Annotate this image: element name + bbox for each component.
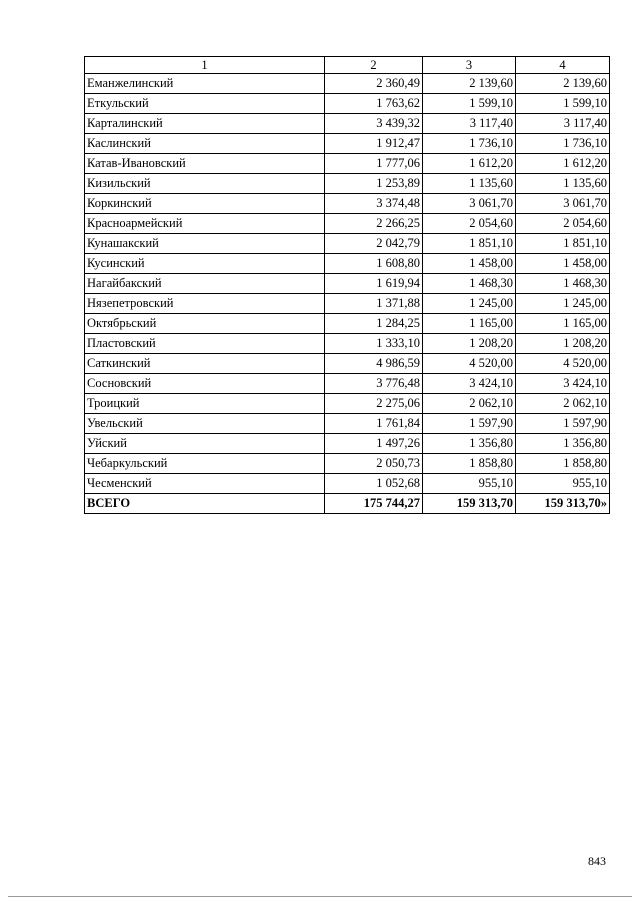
district-name-cell: Чесменский [85,474,325,494]
total-value-col4: 159 313,70» [516,494,610,514]
district-name-cell: Красноармейский [85,214,325,234]
value-cell-col2: 1 761,84 [325,414,423,434]
table-row [85,374,610,394]
table-row [85,154,610,174]
value-cell-col2: 1 763,62 [325,94,423,114]
value-cell-col4: 3 424,10 [516,374,610,394]
value-cell-col2: 3 374,48 [325,194,423,214]
total-label: ВСЕГО [85,494,325,514]
value-cell-col4: 1 858,80 [516,454,610,474]
value-cell-col2: 1 052,68 [325,474,423,494]
value-cell-col3: 3 061,70 [423,194,516,214]
value-cell-col2: 1 497,26 [325,434,423,454]
value-cell-col4: 955,10 [516,474,610,494]
value-cell-col3: 3 117,40 [423,114,516,134]
value-cell-col3: 1 851,10 [423,234,516,254]
value-cell-col2: 1 912,47 [325,134,423,154]
budget-table [84,56,610,514]
table-header-row [85,57,610,74]
district-name-cell: Еткульский [85,94,325,114]
table-row [85,314,610,334]
table-row [85,354,610,374]
value-cell-col4: 1 208,20 [516,334,610,354]
district-name-cell: Нязепетровский [85,294,325,314]
value-cell-col3: 1 458,00 [423,254,516,274]
value-cell-col2: 2 042,79 [325,234,423,254]
value-cell-col3: 1 165,00 [423,314,516,334]
value-cell-col2: 4 986,59 [325,354,423,374]
district-name-cell: Коркинский [85,194,325,214]
table-row [85,94,610,114]
value-cell-col2: 3 439,32 [325,114,423,134]
value-cell-col3: 1 858,80 [423,454,516,474]
value-cell-col2: 2 266,25 [325,214,423,234]
table-row [85,334,610,354]
table-row [85,254,610,274]
value-cell-col2: 1 371,88 [325,294,423,314]
value-cell-col2: 1 619,94 [325,274,423,294]
value-cell-col4: 1 851,10 [516,234,610,254]
table-row [85,74,610,94]
table-row [85,434,610,454]
value-cell-col2: 1 333,10 [325,334,423,354]
district-name-cell: Каслинский [85,134,325,154]
district-name-cell: Саткинский [85,354,325,374]
value-cell-col4: 1 245,00 [516,294,610,314]
value-cell-col3: 3 424,10 [423,374,516,394]
table-row [85,474,610,494]
table-row [85,114,610,134]
value-cell-col3: 1 597,90 [423,414,516,434]
value-cell-col4: 2 062,10 [516,394,610,414]
district-name-cell: Октябрьский [85,314,325,334]
page-number: 843 [588,854,606,868]
value-cell-col4: 1 468,30 [516,274,610,294]
bottom-divider [8,896,632,897]
value-cell-col4: 1 597,90 [516,414,610,434]
total-value-col3: 159 313,70 [423,494,516,514]
value-cell-col3: 1 356,80 [423,434,516,454]
total-row [85,494,610,514]
column-header-4: 4 [516,57,610,74]
value-cell-col2: 1 253,89 [325,174,423,194]
value-cell-col4: 1 356,80 [516,434,610,454]
district-name-cell: Катав-Ивановский [85,154,325,174]
value-cell-col2: 2 360,49 [325,74,423,94]
district-name-cell: Увельский [85,414,325,434]
table-row [85,194,610,214]
district-name-cell: Кизильский [85,174,325,194]
table-row [85,274,610,294]
value-cell-col3: 4 520,00 [423,354,516,374]
value-cell-col3: 1 612,20 [423,154,516,174]
district-name-cell: Уйский [85,434,325,454]
value-cell-col4: 3 061,70 [516,194,610,214]
value-cell-col3: 1 599,10 [423,94,516,114]
table-row [85,174,610,194]
value-cell-col3: 955,10 [423,474,516,494]
table-body [85,74,610,514]
value-cell-col3: 1 135,60 [423,174,516,194]
value-cell-col4: 1 165,00 [516,314,610,334]
value-cell-col3: 1 468,30 [423,274,516,294]
district-name-cell: Кунашакский [85,234,325,254]
value-cell-col4: 1 135,60 [516,174,610,194]
table-row [85,214,610,234]
district-name-cell: Троицкий [85,394,325,414]
value-cell-col2: 1 284,25 [325,314,423,334]
district-name-cell: Сосновский [85,374,325,394]
value-cell-col4: 4 520,00 [516,354,610,374]
column-header-3: 3 [423,57,516,74]
column-header-2: 2 [325,57,423,74]
value-cell-col3: 2 054,60 [423,214,516,234]
table-row [85,394,610,414]
district-name-cell: Еманжелинский [85,74,325,94]
table-row [85,294,610,314]
table-row [85,234,610,254]
district-name-cell: Кусинский [85,254,325,274]
value-cell-col3: 1 208,20 [423,334,516,354]
district-name-cell: Пластовский [85,334,325,354]
table-row [85,454,610,474]
table-row [85,414,610,434]
value-cell-col4: 2 139,60 [516,74,610,94]
value-cell-col2: 2 275,06 [325,394,423,414]
column-header-1: 1 [85,57,325,74]
district-name-cell: Нагайбакский [85,274,325,294]
value-cell-col4: 1 612,20 [516,154,610,174]
total-value-col2: 175 744,27 [325,494,423,514]
value-cell-col4: 2 054,60 [516,214,610,234]
value-cell-col2: 1 777,06 [325,154,423,174]
district-name-cell: Карталинский [85,114,325,134]
value-cell-col4: 1 458,00 [516,254,610,274]
value-cell-col3: 2 139,60 [423,74,516,94]
value-cell-col2: 1 608,80 [325,254,423,274]
table-row [85,134,610,154]
value-cell-col2: 3 776,48 [325,374,423,394]
value-cell-col4: 3 117,40 [516,114,610,134]
value-cell-col2: 2 050,73 [325,454,423,474]
value-cell-col4: 1 736,10 [516,134,610,154]
value-cell-col4: 1 599,10 [516,94,610,114]
district-name-cell: Чебаркульский [85,454,325,474]
value-cell-col3: 1 245,00 [423,294,516,314]
value-cell-col3: 2 062,10 [423,394,516,414]
value-cell-col3: 1 736,10 [423,134,516,154]
